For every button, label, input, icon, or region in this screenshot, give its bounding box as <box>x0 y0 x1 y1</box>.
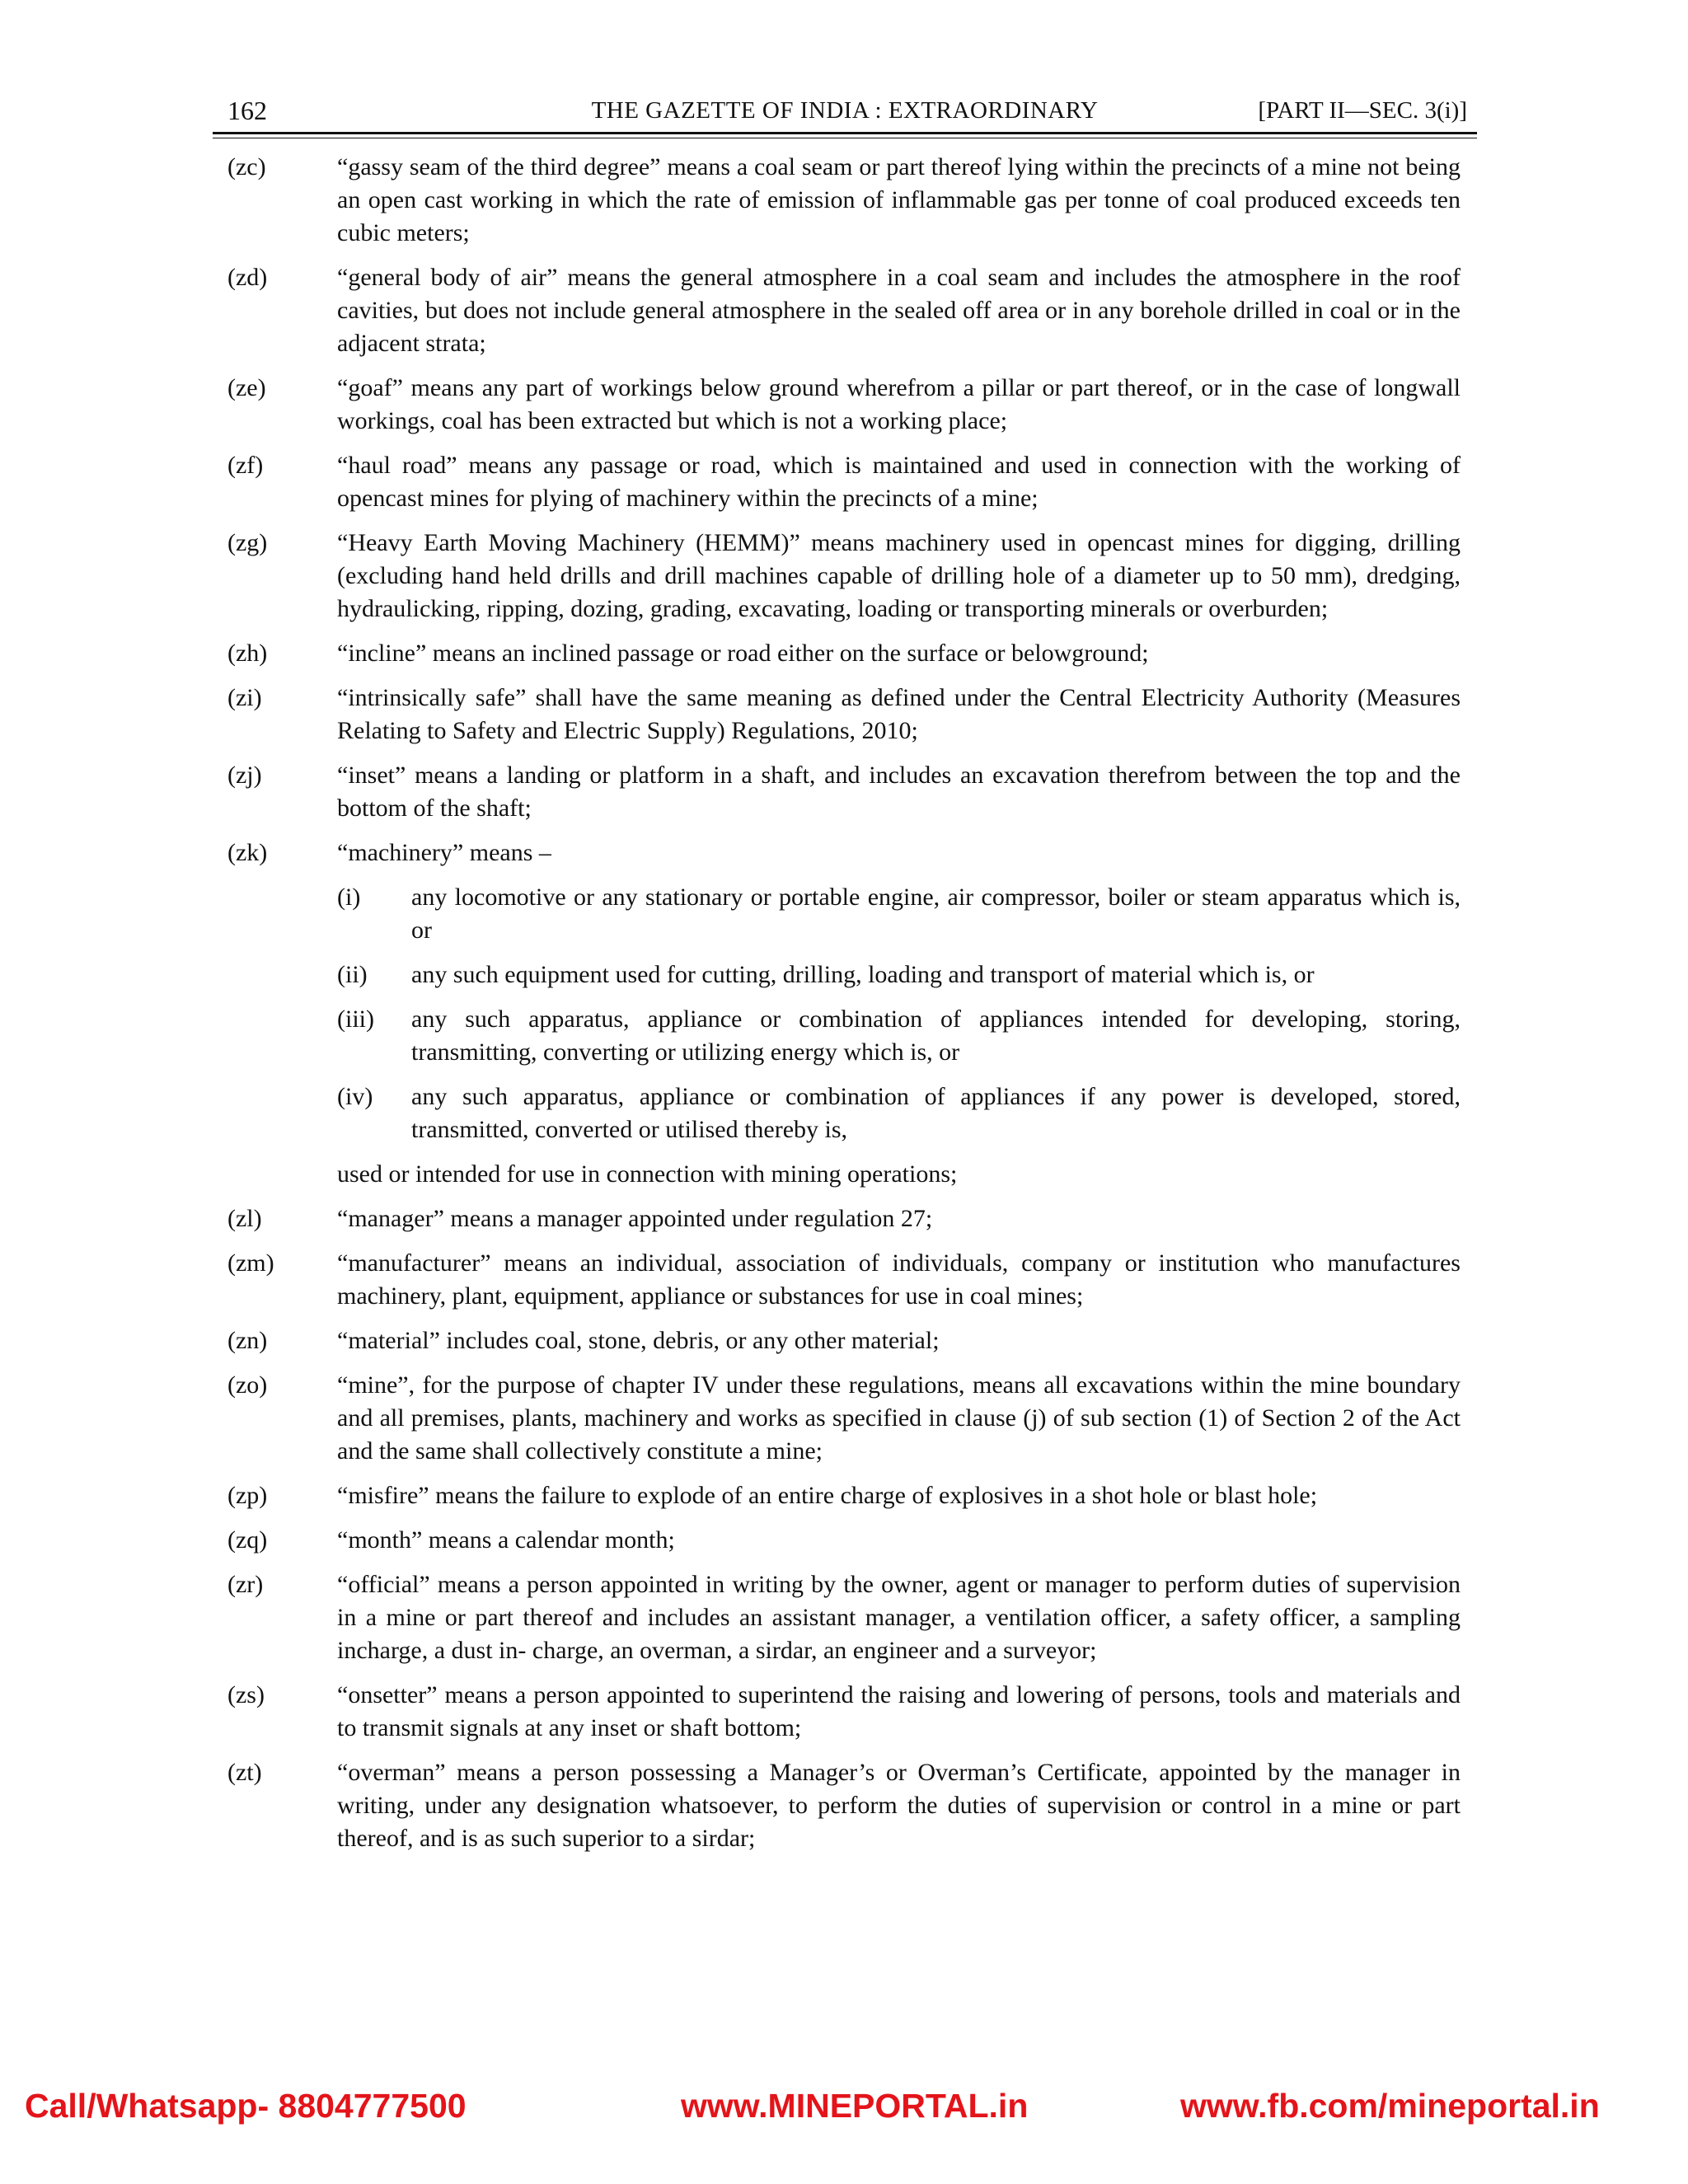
machinery-subitem <box>337 1003 1461 1069</box>
machinery-subitem-text: any such apparatus, appliance or combination of appliances if any power is developed, stored, transmitted, converted or utilised thereby is, <box>411 1083 1461 1143</box>
definition-item-label: (zj) <box>227 762 262 789</box>
footer-call-whatsapp: Call/Whatsapp- 8804777500 <box>25 2087 467 2125</box>
definition-item-text: “incline” means an inclined passage or road either on the surface or belowground; <box>337 640 1149 667</box>
definition-item-label: (zl) <box>227 1205 262 1232</box>
definition-item-label: (zi) <box>227 684 262 711</box>
machinery-subitem-text: any such equipment used for cutting, drilling, loading and transport of material which is, or <box>411 961 1315 988</box>
definition-item-text: “month” means a calendar month; <box>337 1526 675 1554</box>
definition-item-text: “Heavy Earth Moving Machinery (HEMM)” means machinery used in opencast mines for digging, drilling (excluding hand held drills and drill machines capable of drilling hole of a diameter up to 50 mm), dredging, hydraulicking, ripping, dozing, grading, excavating, loading or transporting minerals or overburden; <box>337 529 1461 622</box>
definition-item <box>227 1679 1461 1745</box>
definition-item-label: (zc) <box>227 153 266 180</box>
definition-item-label: (zr) <box>227 1571 264 1598</box>
definition-item <box>227 637 1461 670</box>
machinery-subitem <box>337 1080 1461 1146</box>
definition-item-text: “haul road” means any passage or road, which is maintained and used in connection with the working of opencast mines for plying of machinery within the precincts of a mine; <box>337 452 1461 512</box>
definition-item <box>227 1247 1461 1313</box>
definition-item <box>227 1756 1461 1855</box>
definitions-body <box>227 151 1461 1867</box>
definition-item-label: (zg) <box>227 529 268 556</box>
definition-item-text: “onsetter” means a person appointed to superintend the raising and lowering of persons, tools and materials and to transmit signals at any inset or shaft bottom; <box>337 1681 1461 1741</box>
definition-item-text: “general body of air” means the general atmosphere in a coal seam and includes the atmosphere in the roof cavities, but does not include general atmosphere in the sealed off area or in any borehole drilled in coal or in the adjacent strata; <box>337 264 1461 357</box>
machinery-subitems <box>337 881 1461 1146</box>
definition-item-text: “gassy seam of the third degree” means a coal seam or part thereof lying within the precincts of a mine not being an open cast working in which the rate of emission of inflammable gas per tonne of coal produced exceeds ten cubic meters; <box>337 153 1461 246</box>
definition-item <box>227 449 1461 515</box>
definition-item <box>227 1568 1461 1667</box>
definition-item-label: (ze) <box>227 374 266 401</box>
definition-item-label: (zs) <box>227 1681 265 1708</box>
page-header <box>213 92 1477 129</box>
machinery-subitem-label: (ii) <box>337 961 368 988</box>
definition-item <box>227 682 1461 748</box>
footer-banner <box>0 2085 1688 2126</box>
definition-item <box>227 527 1461 626</box>
machinery-subitem <box>337 881 1461 947</box>
definition-item-text: “official” means a person appointed in writing by the owner, agent or manager to perform duties of supervision in a mine or part thereof and includes an assistant manager, a ventilation officer, a safety officer, a sampling incharge, a dust in- charge, an overman, a sirdar, an engineer and a surveyor; <box>337 1571 1461 1664</box>
definition-item-text: “manager” means a manager appointed under regulation 27; <box>337 1205 933 1232</box>
definition-item <box>227 261 1461 360</box>
part-section: [PART II—SEC. 3(i)] <box>1258 97 1467 124</box>
machinery-tail: used or intended for use in connection with mining operations; <box>337 1160 958 1188</box>
definition-item-label: (zd) <box>227 264 268 291</box>
definition-item-label: (zm) <box>227 1249 274 1277</box>
definition-item <box>227 759 1461 825</box>
machinery-subitem <box>337 958 1461 991</box>
definition-item-text: “overman” means a person possessing a Manager’s or Overman’s Certificate, appointed by the manager in writing, under any designation whatsoever, to perform the duties of supervision or control in a mine or part thereof, and is as such superior to a sirdar; <box>337 1759 1461 1852</box>
definition-item <box>227 1524 1461 1557</box>
definition-item <box>227 1324 1461 1357</box>
definitions-list <box>227 151 1461 869</box>
machinery-subitem-text: any locomotive or any stationary or portable engine, air compressor, boiler or steam apparatus which is, or <box>411 883 1461 944</box>
definition-item-label: (zh) <box>227 640 268 667</box>
definition-item-text: “intrinsically safe” shall have the same meaning as defined under the Central Electricity Authority (Measures Relating to Safety and Electric Supply) Regulations, 2010; <box>337 684 1461 744</box>
footer-facebook-link[interactable]: www.fb.com/mineportal.in <box>1180 2087 1600 2125</box>
definition-item <box>227 837 1461 869</box>
definition-item <box>227 1369 1461 1468</box>
definition-item-label: (zp) <box>227 1482 268 1509</box>
definition-item-label: (zn) <box>227 1327 268 1354</box>
footer-website-link[interactable]: www.MINEPORTAL.in <box>681 2087 1029 2125</box>
definitions-list-continued <box>227 1202 1461 1855</box>
machinery-subitem-label: (iii) <box>337 1005 374 1033</box>
definition-item-text: “machinery” means – <box>337 839 551 866</box>
definition-item-text: “material” includes coal, stone, debris, or any other material; <box>337 1327 940 1354</box>
definition-item-label: (zo) <box>227 1371 268 1399</box>
machinery-subitem-text: any such apparatus, appliance or combination of appliances intended for developing, storing, transmitting, converting or utilizing energy which is, or <box>411 1005 1461 1066</box>
header-rule-thick <box>213 132 1477 134</box>
definition-item-label: (zf) <box>227 452 264 479</box>
gazette-title: THE GAZETTE OF INDIA : EXTRAORDINARY <box>591 97 1099 124</box>
definition-item-label: (zq) <box>227 1526 268 1554</box>
machinery-subitem-label: (i) <box>337 883 361 911</box>
definition-item-text: “misfire” means the failure to explode of an entire charge of explosives in a shot hole or blast hole; <box>337 1482 1318 1509</box>
machinery-subitem-label: (iv) <box>337 1083 373 1110</box>
definition-item-text: “mine”, for the purpose of chapter IV under these regulations, means all excavations within the mine boundary and all premises, plants, machinery and works as specified in clause (j) of sub section (1) of Section 2 of the Act and the same shall collectively constitute a mine; <box>337 1371 1461 1465</box>
page-number: 162 <box>227 96 267 125</box>
definition-item-text: “inset” means a landing or platform in a shaft, and includes an excavation therefrom between the top and the bottom of the shaft; <box>337 762 1461 822</box>
definition-item-text: “goaf” means any part of workings below ground wherefrom a pillar or part thereof, or in the case of longwall workings, coal has been extracted but which is not a working place; <box>337 374 1461 434</box>
definition-item-text: “manufacturer” means an individual, association of individuals, company or institution who manufactures machinery, plant, equipment, appliance or substances for use in coal mines; <box>337 1249 1461 1310</box>
definition-item <box>227 1479 1461 1512</box>
definition-item <box>227 372 1461 438</box>
definition-item <box>227 1202 1461 1235</box>
definition-item-label: (zt) <box>227 1759 262 1786</box>
definition-item-label: (zk) <box>227 839 268 866</box>
definition-item <box>227 151 1461 250</box>
